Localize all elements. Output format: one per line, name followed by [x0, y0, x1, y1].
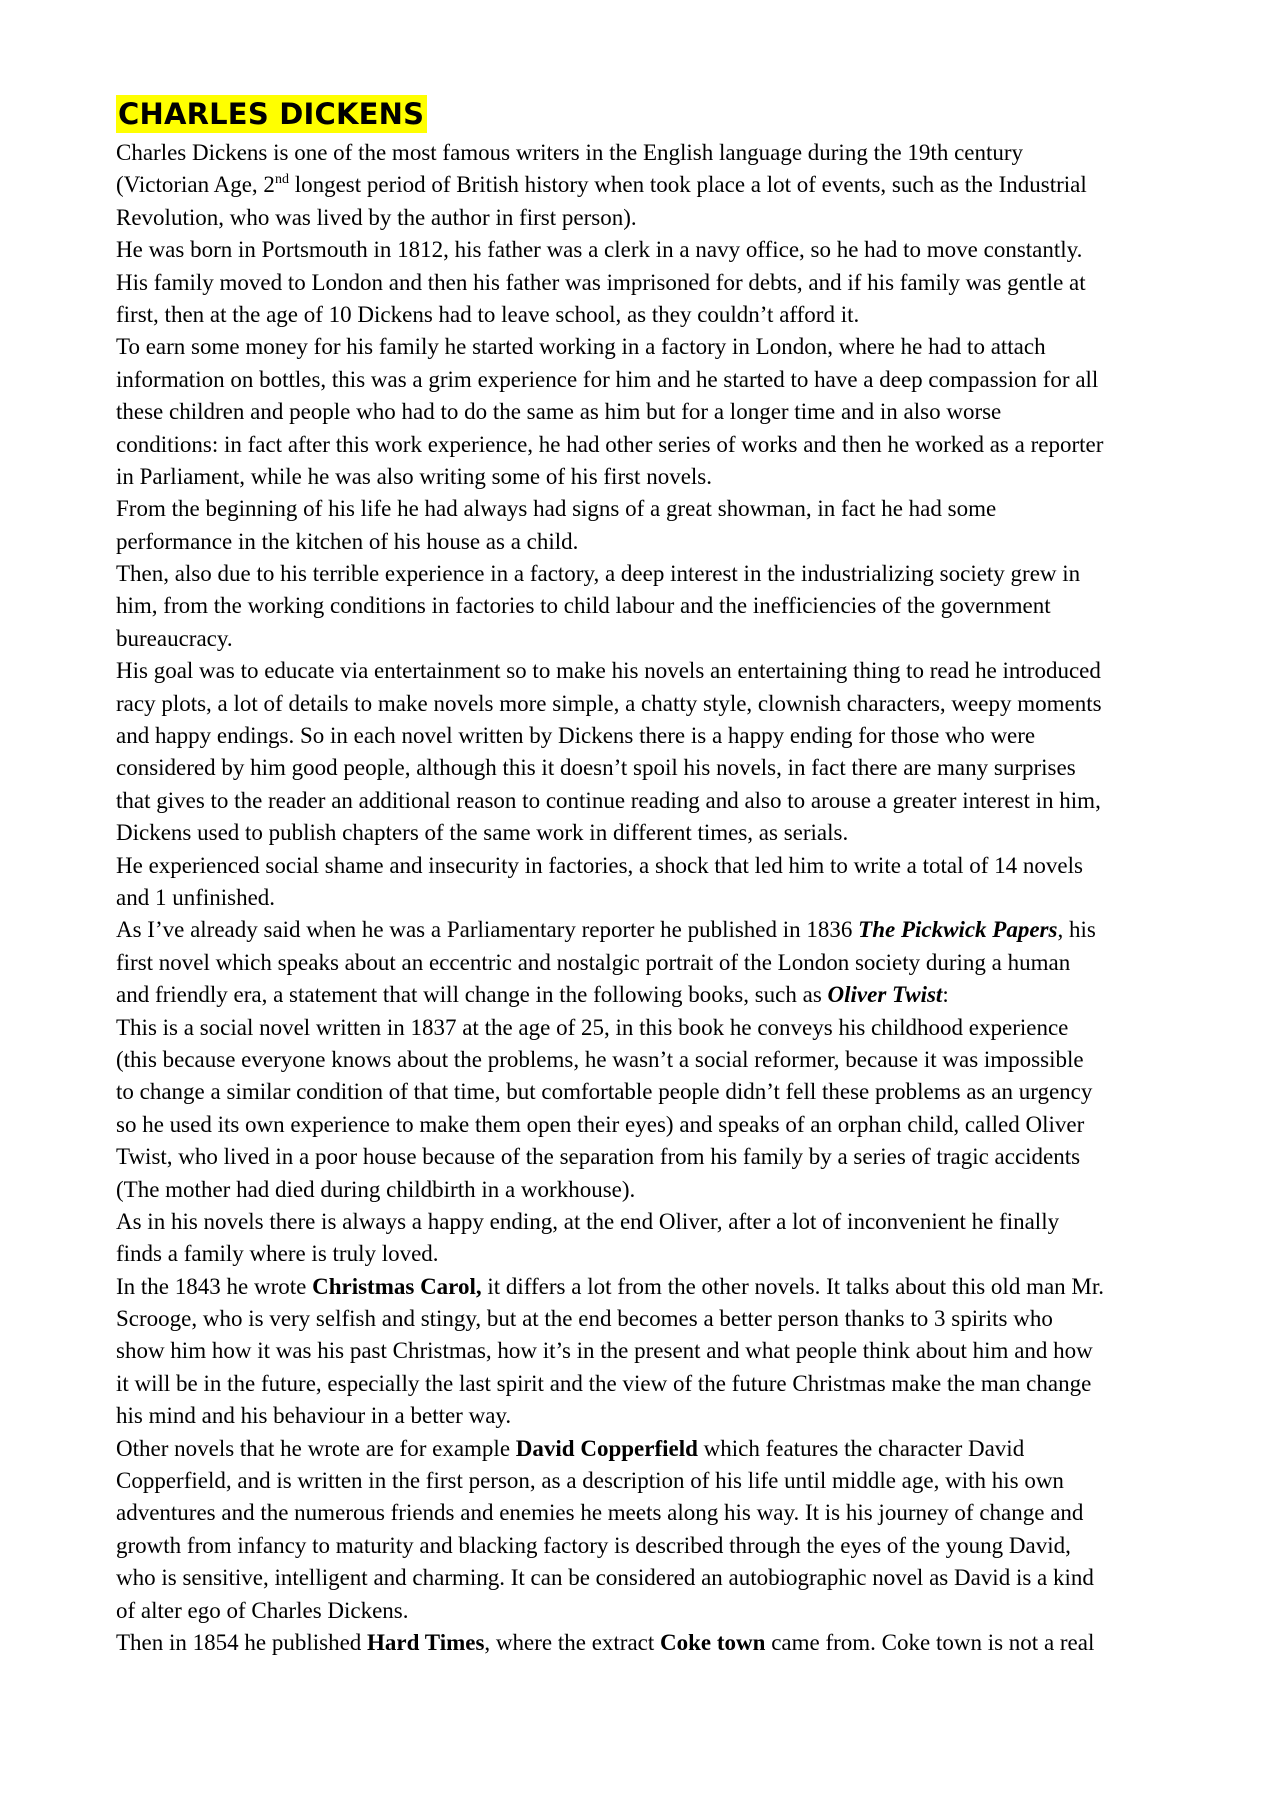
- text-run: racy plots, a lot of details to make novels more simple, a chatty style, clownish characters, weepy moments: [116, 690, 1102, 716]
- text-line: [116, 785, 1236, 817]
- text-run: bureaucracy.: [116, 625, 233, 651]
- text-run: so he used its own experience to make them open their eyes) and speaks of an orphan child, called Oliver: [116, 1111, 1085, 1137]
- text-run: This is a social novel written in 1837 at the age of 25, in this book he conveys his childhood experience: [116, 1014, 1069, 1040]
- text-run: In the 1843 he wrote: [116, 1273, 313, 1299]
- text-line: [116, 1530, 1236, 1562]
- emphasized-title: Christmas Carol,: [312, 1273, 482, 1299]
- text-line: [116, 1627, 1236, 1659]
- text-run: Then, also due to his terrible experience in a factory, a deep interest in the industrializing society grew in: [116, 561, 1081, 587]
- text-line: [116, 1303, 1236, 1335]
- emphasized-title: Oliver Twist: [827, 982, 943, 1008]
- text-run: Then in 1854 he published: [116, 1629, 368, 1655]
- text-line: [116, 947, 1236, 979]
- text-line: [116, 1335, 1236, 1367]
- text-line: [116, 817, 1236, 849]
- text-run: considered by him good people, although this it doesn’t spoil his novels, in fact there are many surprises: [116, 755, 1076, 781]
- text-run: longest period of British history when took place a lot of events, such as the Industrial: [288, 172, 1087, 198]
- text-run: Twist, who lived in a poor house because of the separation from his family by a series of tragic accidents: [116, 1144, 1081, 1170]
- text-run: information on bottles, this was a grim experience for him and he started to have a deep compassion for all: [116, 366, 1099, 392]
- text-line: [116, 1174, 1236, 1206]
- text-run: His family moved to London and then his father was imprisoned for debts, and if his family was gentle at: [116, 269, 1086, 295]
- text-line: [116, 623, 1236, 655]
- text-run: From the beginning of his life he had always had signs of a great showman, in fact he had some: [116, 496, 997, 522]
- text-run: to change a similar condition of that time, but comfortable people didn’t fell these problems as an urgency: [116, 1079, 1093, 1105]
- text-run: He was born in Portsmouth in 1812, his father was a clerk in a navy office, so he had to move constantly.: [116, 237, 1083, 263]
- text-line: [116, 720, 1236, 752]
- body-text: [116, 137, 1236, 1659]
- text-line: [116, 752, 1236, 784]
- text-run: He experienced social shame and insecurity in factories, a shock that led him to write a total of 14 novels: [116, 852, 1083, 878]
- text-run: first, then at the age of 10 Dickens had to leave school, as they couldn’t afford it.: [116, 301, 860, 327]
- text-line: [116, 461, 1236, 493]
- text-line: [116, 429, 1236, 461]
- text-line: [116, 169, 1236, 201]
- text-line: [116, 1595, 1236, 1627]
- text-run: To earn some money for his family he started working in a factory in London, where he had to attach: [116, 334, 1046, 360]
- text-line: [116, 364, 1236, 396]
- text-run: Scrooge, who is very selfish and stingy, but at the end becomes a better person thanks to 3 spirits who: [116, 1306, 1053, 1332]
- text-line: [116, 1271, 1236, 1303]
- text-line: [116, 396, 1236, 428]
- text-line: [116, 1562, 1236, 1594]
- text-line: [116, 1368, 1236, 1400]
- text-line: [116, 1465, 1236, 1497]
- superscript: nd: [274, 172, 289, 188]
- text-line: [116, 137, 1236, 169]
- text-line: [116, 1044, 1236, 1076]
- text-run: :: [942, 982, 949, 1008]
- text-line: [116, 1012, 1236, 1044]
- text-run: growth from infancy to maturity and blacking factory is described through the eyes of the young David,: [116, 1532, 1071, 1558]
- text-run: that gives to the reader an additional reason to continue reading and also to arouse a greater interest in him,: [116, 787, 1101, 813]
- text-run: show him how it was his past Christmas, how it’s in the present and what people think about him and how: [116, 1338, 1093, 1364]
- text-run: him, from the working conditions in factories to child labour and the inefficiencies of the government: [116, 593, 1051, 619]
- text-line: [116, 1076, 1236, 1108]
- text-line: [116, 202, 1236, 234]
- text-line: [116, 1141, 1236, 1173]
- text-line: [116, 1433, 1236, 1465]
- text-run: which features the character David: [697, 1435, 1025, 1461]
- text-run: finds a family where is truly loved.: [116, 1241, 439, 1267]
- text-run: (this because everyone knows about the problems, he wasn’t a social reformer, because it was impossible: [116, 1046, 1084, 1072]
- text-run: His goal was to educate via entertainment so to make his novels an entertaining thing to read he introduced: [116, 658, 1101, 684]
- text-run: it will be in the future, especially the last spirit and the view of the future Christmas make the man change: [116, 1370, 1092, 1396]
- text-line: [116, 1109, 1236, 1141]
- text-line: [116, 267, 1236, 299]
- text-run: Revolution, who was lived by the author in first person).: [116, 204, 637, 230]
- text-line: [116, 331, 1236, 363]
- text-run: Charles Dickens is one of the most famous writers in the English language during the 19th century: [116, 140, 1024, 165]
- text-line: [116, 1497, 1236, 1529]
- text-run: his mind and his behaviour in a better way.: [116, 1403, 512, 1429]
- text-line: [116, 234, 1236, 266]
- text-run: (The mother had died during childbirth in a workhouse).: [116, 1176, 636, 1202]
- text-run: in Parliament, while he was also writing some of his first novels.: [116, 463, 712, 489]
- text-run: Dickens used to publish chapters of the same work in different times, as serials.: [116, 820, 849, 846]
- text-line: [116, 655, 1236, 687]
- text-line: [116, 299, 1236, 331]
- text-run: (Victorian Age, 2: [116, 172, 275, 198]
- text-run: As in his novels there is always a happy ending, at the end Oliver, after a lot of inconvenient he finally: [116, 1208, 1060, 1234]
- text-line: [116, 914, 1236, 946]
- text-line: [116, 688, 1236, 720]
- text-run: came from. Coke town is not a real: [765, 1629, 1095, 1655]
- text-line: [116, 850, 1236, 882]
- page-title: CHARLES DICKENS: [116, 95, 427, 133]
- text-run: and 1 unfinished.: [116, 884, 276, 910]
- emphasized-title: Coke town: [660, 1629, 766, 1655]
- text-run: and happy endings. So in each novel written by Dickens there is a happy ending for those who were: [116, 723, 1036, 749]
- text-run: As I’ve already said when he was a Parliamentary reporter he published in 1836: [116, 917, 859, 943]
- text-run: it differs a lot from the other novels. It talks about this old man Mr.: [481, 1273, 1105, 1299]
- text-line: [116, 558, 1236, 590]
- text-line: [116, 493, 1236, 525]
- text-run: and friendly era, a statement that will change in the following books, such as: [116, 982, 828, 1008]
- text-run: Copperfield, and is written in the first person, as a description of his life until middle age, with his own: [116, 1468, 1064, 1494]
- text-run: , where the extract: [484, 1629, 661, 1655]
- text-run: who is sensitive, intelligent and charming. It can be considered an autobiographic novel as David is a kind: [116, 1565, 1094, 1591]
- text-line: [116, 1400, 1236, 1432]
- text-run: performance in the kitchen of his house as a child.: [116, 528, 579, 554]
- emphasized-title: Hard Times: [367, 1629, 485, 1655]
- text-run: of alter ego of Charles Dickens.: [116, 1597, 409, 1623]
- text-run: Other novels that he wrote are for example: [116, 1435, 516, 1461]
- text-line: [116, 882, 1236, 914]
- text-run: first novel which speaks about an eccentric and nostalgic portrait of the London society during a human: [116, 949, 1071, 975]
- text-run: , his: [1057, 917, 1096, 943]
- text-run: these children and people who had to do the same as him but for a longer time and in also worse: [116, 399, 1002, 425]
- text-run: adventures and the numerous friends and enemies he meets along his way. It is his journey of change and: [116, 1500, 1084, 1526]
- text-run: conditions: in fact after this work experience, he had other series of works and then he worked as a reporter: [116, 431, 1104, 457]
- text-line: [116, 590, 1236, 622]
- text-line: [116, 1206, 1236, 1238]
- text-line: [116, 1238, 1236, 1270]
- text-line: [116, 526, 1236, 558]
- text-line: [116, 979, 1236, 1011]
- emphasized-title: The Pickwick Papers: [858, 917, 1058, 943]
- emphasized-title: David Copperfield: [515, 1435, 698, 1461]
